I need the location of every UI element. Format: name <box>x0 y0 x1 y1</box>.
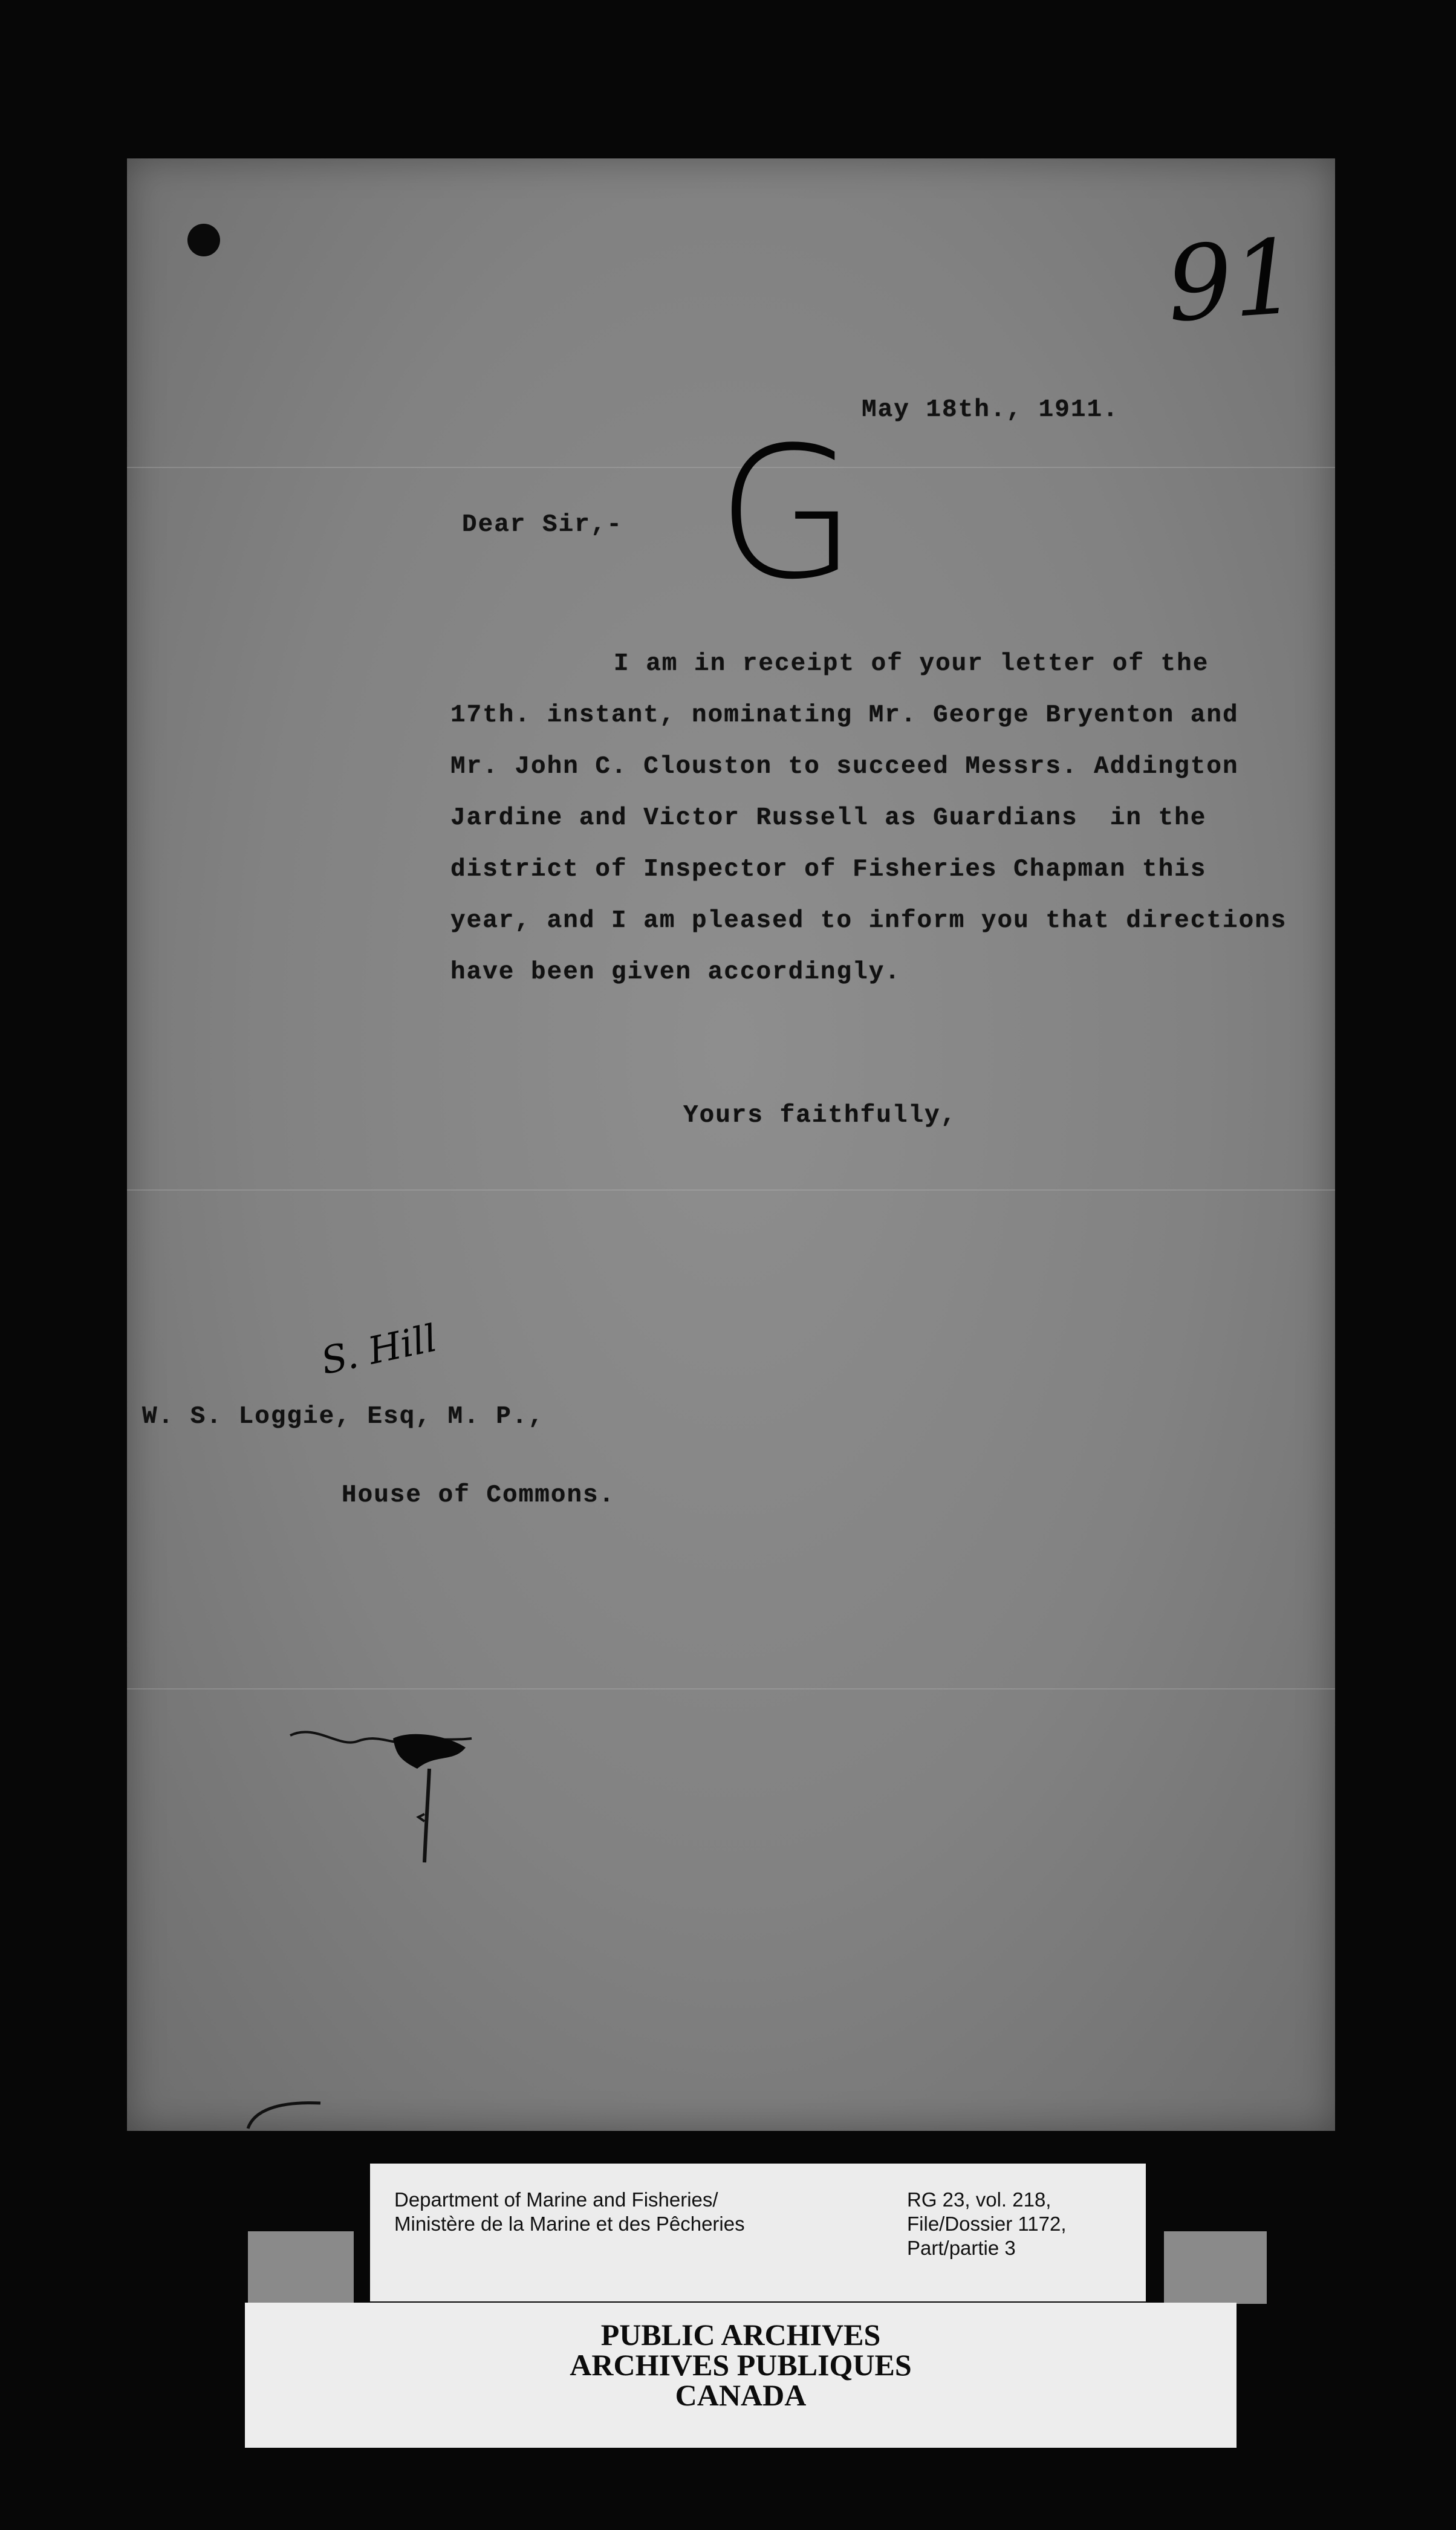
department-line: Department of Marine and Fisheries/ <box>394 2188 718 2211</box>
letter-date: May 18th., 1911. <box>862 396 1119 424</box>
body-line: 17th. instant, nominating Mr. George Bryenton and <box>450 701 1239 729</box>
reference-line: RG 23, vol. 218, <box>907 2188 1051 2211</box>
reference-line: Part/partie 3 <box>907 2237 1016 2259</box>
stamp-line: PUBLIC ARCHIVES <box>600 2318 881 2352</box>
clip-left <box>248 2231 354 2304</box>
initials-annotation: S. Hill <box>317 1315 441 1384</box>
stamp-line: ARCHIVES PUBLIQUES <box>570 2348 912 2382</box>
body-line: I am in receipt of your letter of the <box>614 650 1209 678</box>
fold-line <box>127 1688 1335 1689</box>
addressee-name: W. S. Loggie, Esq, M. P., <box>142 1403 545 1431</box>
body-line: have been given accordingly. <box>450 958 901 986</box>
reference-line: File/Dossier 1172, <box>907 2213 1067 2235</box>
archive-stamp <box>245 2320 1237 2410</box>
closing: Yours faithfully, <box>683 1102 957 1130</box>
punch-hole <box>187 224 220 256</box>
body-line: year, and I am pleased to inform you that directions <box>450 907 1287 935</box>
body-line: Jardine and Victor Russell as Guardians in the <box>450 804 1207 832</box>
salutation: Dear Sir,- <box>462 511 623 539</box>
stamp-line: CANADA <box>675 2378 807 2412</box>
department-text <box>394 2188 745 2236</box>
fold-line <box>127 1189 1335 1191</box>
body-line: Mr. John C. Clouston to succeed Messrs. Addington <box>450 753 1239 781</box>
body-line: district of Inspector of Fisheries Chapman this <box>450 856 1207 883</box>
department-line: Ministère de la Marine et des Pêcheries <box>394 2213 745 2235</box>
handwritten-mark: G <box>717 408 857 619</box>
addressee-place: House of Commons. <box>342 1481 616 1509</box>
reference-text <box>907 2188 1067 2260</box>
clip-right <box>1164 2231 1267 2304</box>
folio-number: 91 <box>1163 216 1302 346</box>
archive-stamp-label <box>245 2303 1237 2448</box>
archive-reference-label <box>370 2164 1146 2301</box>
ink-blot <box>266 1711 496 1917</box>
pencil-mark <box>242 2092 339 2135</box>
